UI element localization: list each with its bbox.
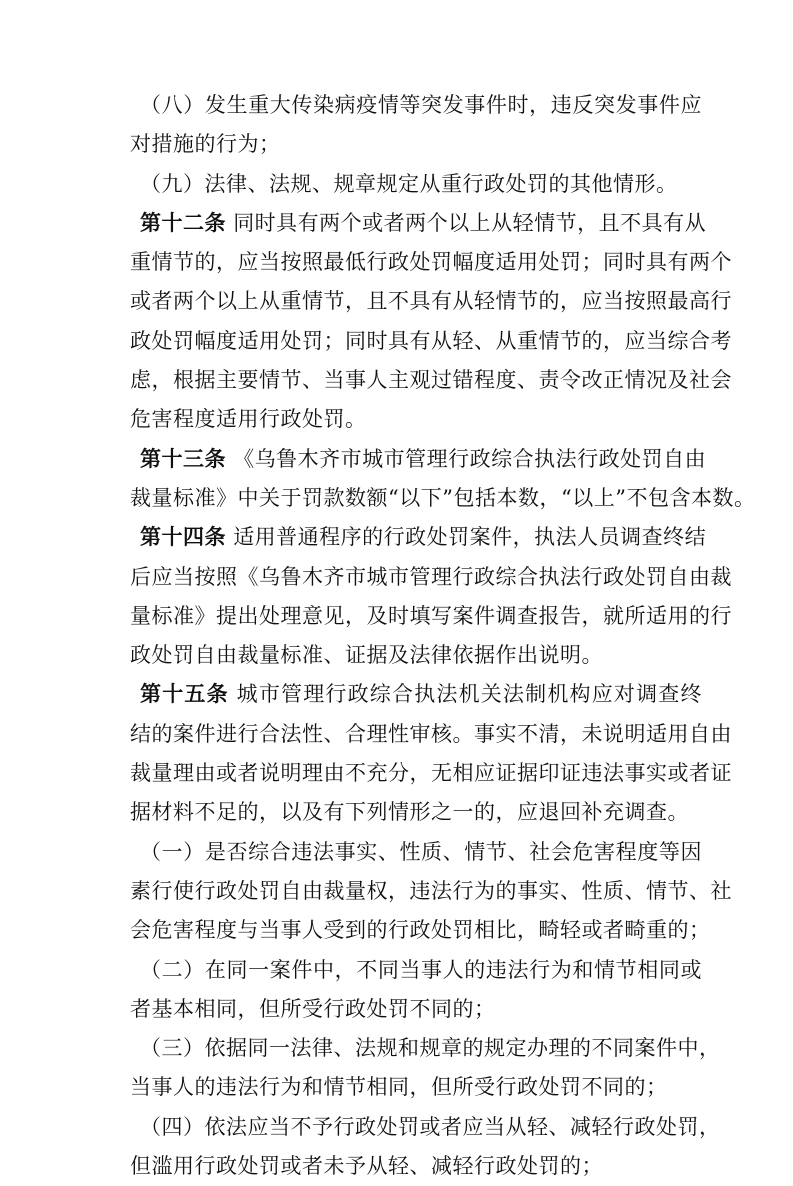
- line-text: 危害程度适用行政处罚。: [130, 407, 367, 432]
- line-text: 裁量理由或者说明理由不充分，无相应证据印证违法事实或者证: [130, 761, 732, 786]
- line-text: （三）依据同一法律、法规和规章的规定办理的不同案件中，: [140, 1036, 721, 1061]
- text-line: [130, 479, 756, 518]
- text-line: [140, 1029, 721, 1068]
- line-text: 城市管理行政综合执法机关法制机构应对调查终: [236, 682, 703, 707]
- line-text: 但滥用行政处罚或者未予从轻、减轻行政处罚的；: [130, 1154, 603, 1179]
- line-text: 当事人的违法行为和情节相同，但所受行政处罚不同的；: [130, 1075, 668, 1100]
- text-line: [130, 243, 732, 282]
- line-text: （一）是否综合违法事实、性质、情节、社会危害程度等因: [140, 839, 702, 864]
- text-line: [140, 204, 707, 243]
- text-line: [130, 911, 711, 950]
- article-heading: 第十三条: [140, 446, 226, 471]
- line-text: 重情节的，应当按照最低行政处罚幅度适用处罚；同时具有两个: [130, 250, 732, 275]
- line-text: 对措施的行为；: [130, 132, 281, 157]
- line-text: 会危害程度与当事人受到的行政处罚相比，畸轻或者畸重的；: [130, 918, 711, 943]
- text-line: [130, 793, 702, 832]
- article-heading: 第十五条: [140, 682, 229, 707]
- text-line: [130, 361, 732, 400]
- text-line: [130, 990, 702, 1029]
- line-text: 者基本相同，但所受行政处罚不同的；: [130, 996, 496, 1021]
- text-line: [130, 597, 732, 636]
- line-text: 后应当按照《乌鲁木齐市城市管理行政综合执法行政处罚自由裁: [130, 564, 732, 589]
- text-line: [130, 558, 732, 597]
- text-line: [130, 282, 732, 321]
- line-text: 政处罚幅度适用处罚；同时具有从轻、从重情节的，应当综合考: [130, 328, 732, 353]
- line-text: （二）在同一案件中，不同当事人的违法行为和情节相同或: [140, 957, 702, 982]
- text-line: [130, 400, 702, 439]
- text-line: [130, 125, 702, 164]
- text-line: [130, 322, 732, 361]
- line-text: （九）法律、法规、规章规定从重行政处罚的其他情形。: [140, 171, 678, 196]
- article-heading: 第十二条: [140, 210, 226, 235]
- text-line: [130, 1147, 702, 1186]
- line-text: 政处罚自由裁量标准、证据及法律依据作出说明。: [130, 643, 603, 668]
- text-line: [130, 872, 732, 911]
- line-text: 裁量标准》中关于罚款数额“以下”包括本数，“以上”不包含本数。: [130, 485, 756, 510]
- line-text: （八）发生重大传染病疫情等突发事件时，违反突发事件应: [140, 93, 702, 117]
- text-line: [140, 440, 707, 479]
- text-line: [140, 951, 702, 990]
- line-text: 据材料不足的，以及有下列情形之一的，应退回补充调查。: [130, 800, 689, 825]
- line-text: 同时具有两个或者两个以上从轻情节，且不具有从: [233, 210, 707, 235]
- text-line: [130, 754, 732, 793]
- text-line: [130, 636, 702, 675]
- text-line: [130, 1068, 702, 1107]
- line-text: 《乌鲁木齐市城市管理行政综合执法行政处罚自由: [233, 446, 707, 471]
- line-text: 量标准》提出处理意见，及时填写案件调查报告，就所适用的行: [130, 603, 732, 628]
- document-body: [130, 86, 756, 1186]
- text-line: [140, 86, 702, 125]
- line-text: 结的案件进行合法性、合理性审核。事实不清，未说明适用自由: [130, 721, 732, 746]
- text-line: [140, 833, 702, 872]
- text-line: [140, 675, 702, 714]
- text-line: [130, 715, 732, 754]
- line-text: （四）依法应当不予行政处罚或者应当从轻、减轻行政处罚，: [140, 1114, 721, 1139]
- text-line: [140, 165, 702, 204]
- line-text: 素行使行政处罚自由裁量权，违法行为的事实、性质、情节、社: [130, 878, 732, 903]
- line-text: 虑，根据主要情节、当事人主观过错程度、责令改正情况及社会: [130, 368, 732, 393]
- line-text: 或者两个以上从重情节，且不具有从轻情节的，应当按照最高行: [130, 289, 732, 314]
- article-heading: 第十四条: [140, 525, 226, 550]
- line-text: 适用普通程序的行政处罚案件，执法人员调查终结: [233, 525, 707, 550]
- text-line: [140, 1108, 721, 1147]
- text-line: [140, 518, 707, 557]
